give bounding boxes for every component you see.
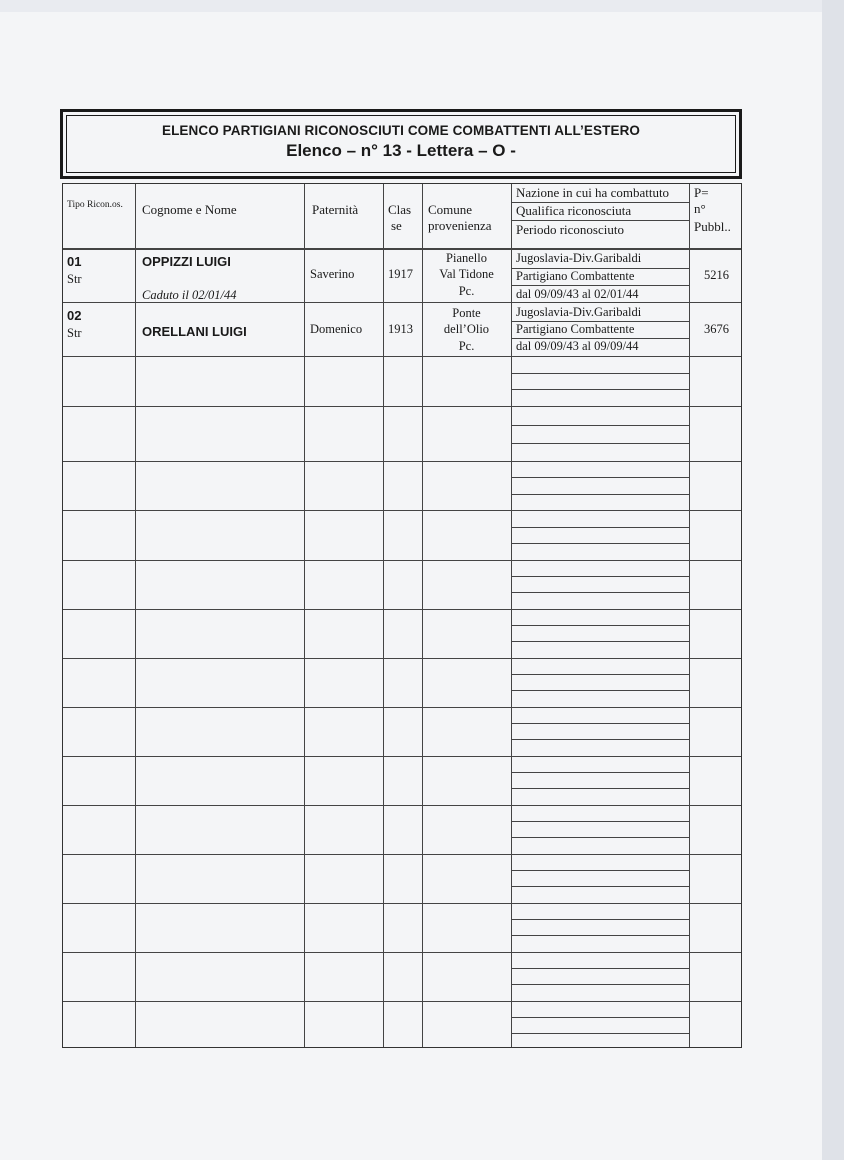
row-1-classe: 1917 [388,267,413,281]
row-divider [63,756,741,757]
row-1-note: Caduto il 02/01/44 [142,288,237,302]
row-subline [511,739,689,740]
header-subline [511,220,689,221]
row-divider [63,903,741,904]
document-title: ELENCO PARTIGIANI RICONOSCIUTI COME COMBATTENTI ALL’ESTERO [161,123,641,138]
row-divider [63,609,741,610]
row-divider [63,560,741,561]
row-subline [511,935,689,936]
row-divider [63,461,741,462]
header-comune-1: Comune [428,202,473,217]
row-divider [63,510,741,511]
row-subline [511,984,689,985]
row-2-nazione: Jugoslavia-Div.Garibaldi [516,305,642,319]
header-classe-2: se [391,218,402,233]
row-1-comune-3: Pc. [458,284,475,298]
row-2-pubbl: 3676 [704,322,729,336]
row-subline [511,772,689,773]
row-subline [511,425,689,426]
col-divider [383,184,384,1047]
row-subline [511,1017,689,1018]
partisan-table [62,183,742,1048]
header-pubbl-1: P= [694,185,709,200]
document-subtitle: Elenco – n° 13 - Lettera – O - [286,141,516,160]
row-subline [511,576,689,577]
row-2-name: ORELLANI LUIGI [142,324,247,339]
row-1-comune-1: Pianello [446,251,487,265]
row-1-comune-2: Val Tidone [439,267,494,281]
row-2-qualifica: Partigiano Combattente [516,322,635,336]
row-1-tipo: Str [67,272,82,286]
row-subline [511,886,689,887]
header-pubbl-3: Pubbl.. [694,219,731,234]
row-subline [511,821,689,822]
header-tipo: Tipo Ricon.os. [67,200,123,210]
row-subline [511,443,689,444]
row-divider [63,406,741,407]
row-1-qualifica: Partigiano Combattente [516,269,635,283]
header-classe-1: Clas [388,202,412,217]
row-subline [511,674,689,675]
header-nazione: Nazione in cui ha combattuto [516,185,670,200]
row-subline [511,285,689,286]
row-subline [511,592,689,593]
header-comune-2: provenienza [428,218,492,233]
header-periodo: Periodo riconosciuto [516,222,624,237]
row-2-tipo: Str [67,326,82,340]
col-divider [689,184,690,1047]
header-pubbl-2: n° [694,201,706,216]
row-subline [511,641,689,642]
row-divider [63,1001,741,1002]
row-2-classe: 1913 [388,322,413,336]
row-1-periodo: dal 09/09/43 al 02/01/44 [516,287,639,301]
row-subline [511,1033,689,1034]
row-1-number: 01 [67,254,82,269]
row-1-nazione: Jugoslavia-Div.Garibaldi [516,251,642,265]
row-2-periodo: dal 09/09/43 al 09/09/44 [516,339,639,353]
col-divider [135,184,136,1047]
row-subline [511,543,689,544]
header-divider [63,248,741,250]
row-divider [63,854,741,855]
row-subline [511,723,689,724]
row-subline [511,968,689,969]
row-subline [511,477,689,478]
row-subline [511,494,689,495]
header-cognome-nome: Cognome e Nome [142,202,237,217]
row-subline [511,837,689,838]
row-subline [511,389,689,390]
header-qualifica: Qualifica riconosciuta [516,203,632,218]
row-2-comune-3: Pc. [458,339,475,353]
scan-border [822,0,844,1160]
title-box [60,109,742,179]
row-subline [511,625,689,626]
row-subline [511,527,689,528]
row-1-name: OPPIZZI LUIGI [142,254,231,269]
row-subline [511,788,689,789]
row-1-paternita: Saverino [310,267,355,281]
row-2-paternita: Domenico [310,322,363,336]
col-divider [511,184,512,1047]
row-divider [63,805,741,806]
row-1-pubbl: 5216 [704,268,729,282]
row-subline [511,373,689,374]
row-divider [63,658,741,659]
row-2-comune-2: dell’Olio [443,322,490,336]
row-subline [511,870,689,871]
row-divider [63,952,741,953]
row-2-comune-1: Ponte [452,306,481,320]
row-divider [63,707,741,708]
row-divider [63,356,741,357]
row-subline [511,919,689,920]
row-2-number: 02 [67,308,82,323]
row-subline [511,690,689,691]
header-paternita: Paternità [312,202,359,217]
col-divider [304,184,305,1047]
title-inner-frame [66,115,736,173]
